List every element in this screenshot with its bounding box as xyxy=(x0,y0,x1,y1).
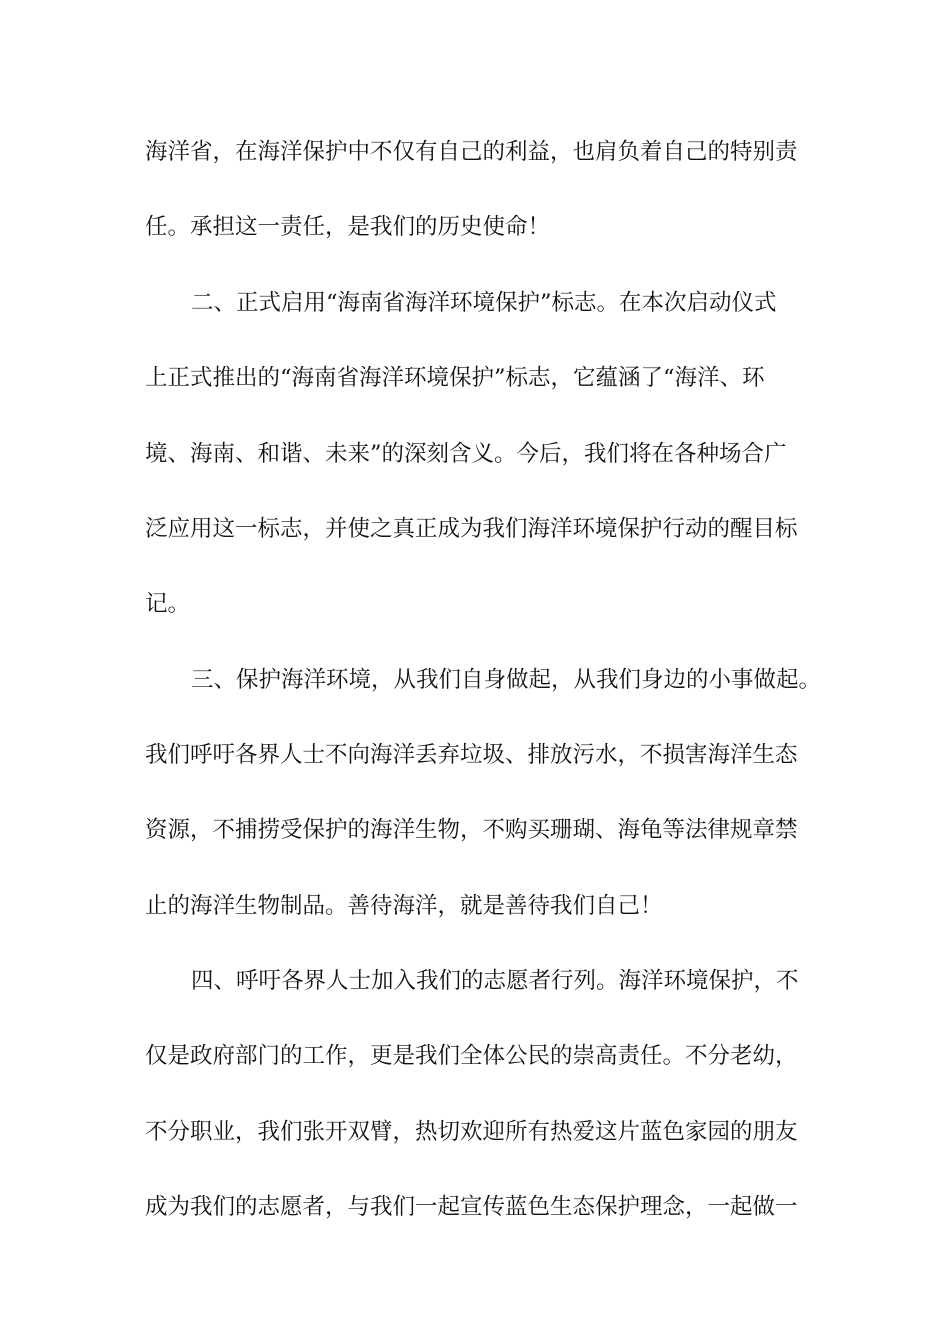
paragraph-start-line: 三、保护海洋环境，从我们自身做起，从我们身边的小事做起。 xyxy=(191,667,822,693)
paragraph-start-line: 四、呼吁各界人士加入我们的志愿者行列。海洋环境保护，不 xyxy=(191,968,799,994)
text-line: 记。 xyxy=(145,591,191,617)
text-line: 上正式推出的“海南省海洋环境保护”标志，它蕴涵了“海洋、环 xyxy=(145,365,765,391)
paragraph-start-line: 二、正式启用“海南省海洋环境保护”标志。在本次启动仪式 xyxy=(191,290,777,316)
text-line: 止的海洋生物制品。善待海洋，就是善待我们自己！ xyxy=(145,893,663,919)
text-line: 我们呼吁各界人士不向海洋丢弃垃圾、排放污水，不损害海洋生态 xyxy=(145,742,798,768)
text-line: 泛应用这一标志，并使之真正成为我们海洋环境保护行动的醒目标 xyxy=(145,516,798,542)
text-line: 不分职业，我们张开双臂，热切欢迎所有热爱这片蓝色家园的朋友 xyxy=(145,1119,798,1145)
text-line: 任。承担这一责任，是我们的历史使命！ xyxy=(145,214,551,240)
text-line: 境、海南、和谐、未来”的深刻含义。今后，我们将在各种场合广 xyxy=(145,441,787,467)
text-line: 资源，不捕捞受保护的海洋生物，不购买珊瑚、海龟等法律规章禁 xyxy=(145,817,798,843)
text-line: 成为我们的志愿者，与我们一起宣传蓝色生态保护理念，一起做一 xyxy=(145,1194,798,1220)
text-line: 仅是政府部门的工作，更是我们全体公民的崇高责任。不分老幼， xyxy=(145,1043,798,1069)
text-line: 海洋省，在海洋保护中不仅有自己的利益，也肩负着自己的特别责 xyxy=(145,139,798,165)
